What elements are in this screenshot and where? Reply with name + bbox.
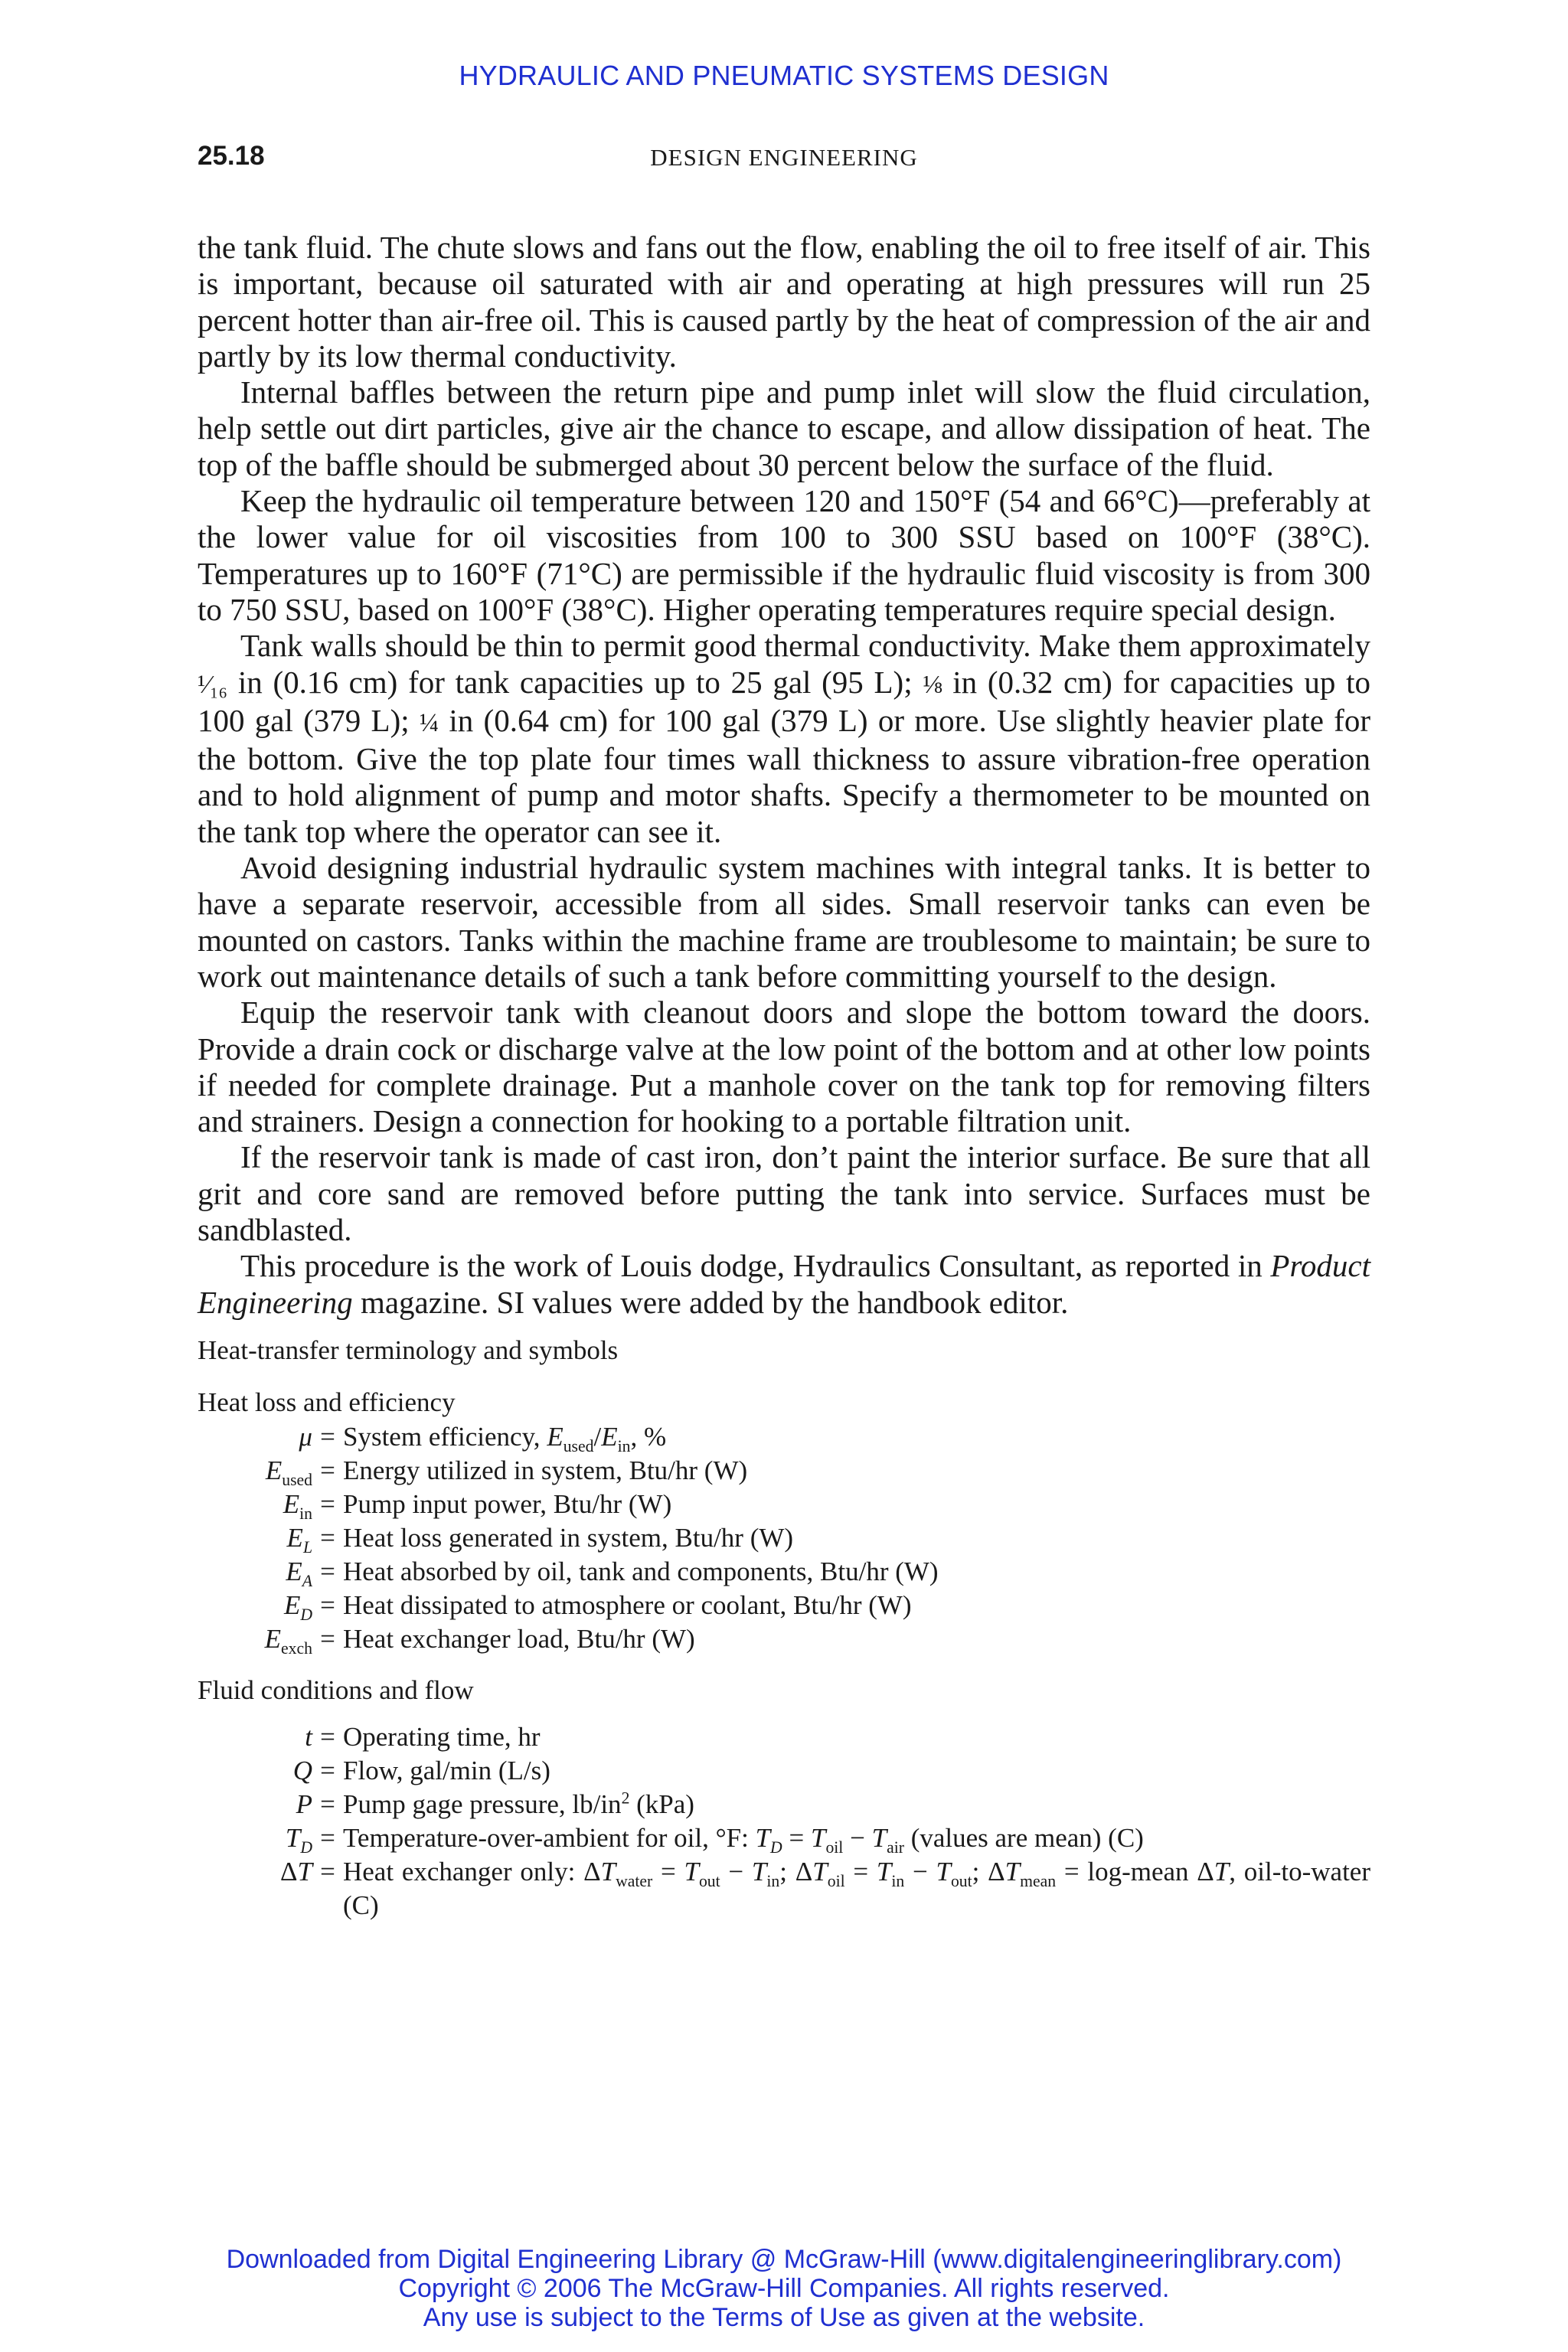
- definition: Heat dissipated to atmosphere or coolant, Btu/hr (W): [343, 1589, 912, 1620]
- symbol: ΔT: [280, 1856, 312, 1886]
- definition-row: [198, 1454, 1370, 1488]
- symbol: $E_A$: [286, 1556, 312, 1590]
- definition: Pump input power, Btu/hr (W): [343, 1488, 672, 1519]
- symbol: P: [296, 1788, 312, 1819]
- definition-row: [198, 1788, 1370, 1821]
- fluid-definitions: [198, 1720, 1370, 1922]
- symbol: t: [305, 1721, 312, 1752]
- text-run: This procedure is the work of Louis dodge, Hydraulics Consultant, as reported in: [240, 1248, 1271, 1284]
- text-run: magazine. SI values were added by the handbook editor.: [352, 1284, 1069, 1320]
- definition-row: [198, 1720, 1370, 1754]
- group-heading-heat: Heat loss and efficiency: [198, 1387, 456, 1417]
- definition-row: [198, 1555, 1370, 1589]
- definition-row: [198, 1821, 1370, 1855]
- definition-row: [198, 1754, 1370, 1788]
- definition-row: [198, 1589, 1370, 1622]
- definition-row: [198, 1420, 1370, 1454]
- symbol: Q: [292, 1755, 312, 1785]
- text-run: Tank walls should be thin to permit good thermal conductivity. Make them approximately: [240, 628, 1370, 664]
- definition-row: [198, 1622, 1370, 1656]
- text-run: in (0.32 cm) for capacities up to 100 gal (379 L);: [198, 664, 1370, 738]
- text-run: in (0.16 cm) for tank capacities up to 25 gal (95 L);: [227, 664, 923, 700]
- definition: Temperature-over-ambient for oil, °F: $T_D = T_{oil} - T_{air}$ (values are mean) (C): [343, 1822, 1144, 1857]
- symbol: $E_{in}$: [283, 1488, 312, 1523]
- definition-row: [198, 1488, 1370, 1521]
- paragraph-4: [198, 628, 1370, 850]
- download-link[interactable]: Downloaded from Digital Engineering Library @ McGraw-Hill (www.digitalengineeringlibrary.com): [226, 2245, 1342, 2274]
- equals-sign: =: [320, 1522, 335, 1553]
- symbol: μ: [299, 1421, 312, 1452]
- definition: Pump gage pressure, $lb/in^2$ (kPa): [343, 1788, 694, 1819]
- body-text: [198, 230, 1370, 1922]
- running-head: [198, 141, 1370, 179]
- equals-sign: =: [320, 1721, 335, 1752]
- symbol: $E_L$: [286, 1522, 312, 1557]
- paragraph-3: Keep the hydraulic oil temperature between 120 and 150°F (54 and 66°C)—preferably at the lower value for oil viscosities from 100 to 300 SSU based on 100°F (38°C). Temperatures up to 160°F (71°C) are permissible if the hydraulic fluid viscosity is from 300 to 750 SSU, based on 100°F (38°C). Higher operating temperatures require special design.: [198, 483, 1370, 627]
- terms-of-use-line: Any use is subject to the Terms of Use as given at the website.: [423, 2303, 1145, 2332]
- definition-row: [198, 1855, 1370, 1922]
- definition: Energy utilized in system, Btu/hr (W): [343, 1455, 748, 1485]
- book-title-banner: HYDRAULIC AND PNEUMATIC SYSTEMS DESIGN: [459, 60, 1109, 91]
- page-number: 25.18: [198, 141, 265, 171]
- definition-row: [198, 1521, 1370, 1555]
- definition: Heat absorbed by oil, tank and components, Btu/hr (W): [343, 1556, 939, 1586]
- definition: Heat exchanger load, Btu/hr (W): [343, 1623, 695, 1654]
- equals-sign: =: [320, 1488, 335, 1519]
- symbol: $E_{used}$: [265, 1455, 312, 1489]
- definition: Heat loss generated in system, Btu/hr (W): [343, 1522, 794, 1553]
- definition: System efficiency, $E_{used}/E_{in}$, %: [343, 1421, 667, 1455]
- fraction-eighth: ⅛: [923, 670, 942, 699]
- symbol: $E_{exch}$: [264, 1623, 312, 1658]
- symbol: $E_D$: [283, 1589, 312, 1624]
- group-heading-fluid: Fluid conditions and flow: [198, 1674, 474, 1705]
- paragraph-8: [198, 1248, 1370, 1321]
- symbol: $T_D$: [285, 1822, 312, 1857]
- magazine-title: Product Engineering: [198, 1248, 1370, 1320]
- equals-sign: =: [320, 1788, 335, 1819]
- fraction-quarter: ¼: [419, 708, 439, 737]
- definition: Heat exchanger only: $\Delta T_{water} = T_{out} - T_{in}$; $\Delta T_{oil} = T_{in} - T_{out}$; $\Delta T_{mean}$ = log-mean ΔT, oil-to-water (C): [343, 1856, 1370, 1920]
- text-run: in (0.64 cm) for 100 gal (379 L) or more. Use slightly heavier plate for the bottom. Give the top plate four times wall thickness to assure vibration-free operation and to hold alignment of pump and motor shafts. Specify a thermometer to be mounted on the tank top where the operator can see it.: [198, 702, 1370, 849]
- equals-sign: =: [320, 1822, 335, 1853]
- paragraph-1: the tank fluid. The chute slows and fans out the flow, enabling the oil to free itself of air. This is important, because oil saturated with air and operating at high pressures will run 25 percent hotter than air-free oil. This is caused partly by the heat of compression of the air and partly by its low thermal conductivity.: [198, 230, 1370, 374]
- fraction-sixteenth: ¹⁄₁₆: [198, 670, 228, 699]
- equals-sign: =: [320, 1589, 335, 1620]
- equals-sign: =: [320, 1455, 335, 1485]
- paragraph-2: Internal baffles between the return pipe and pump inlet will slow the fluid circulation, help settle out dirt particles, give air the chance to escape, and allow dissipation of heat. The top of the baffle should be submerged about 30 percent below the surface of the fluid.: [198, 374, 1370, 482]
- equals-sign: =: [320, 1755, 335, 1785]
- equals-sign: =: [320, 1856, 335, 1886]
- heat-definitions: [198, 1420, 1370, 1656]
- paragraph-6: Equip the reservoir tank with cleanout doors and slope the bottom toward the doors. Provide a drain cock or discharge valve at the low point of the bottom and at other low points if needed for complete drainage. Put a manhole cover on the tank top for removing filters and strainers. Design a connection for hooking to a portable filtration unit.: [198, 995, 1370, 1139]
- equals-sign: =: [320, 1623, 335, 1654]
- equals-sign: =: [320, 1556, 335, 1586]
- definition: Flow, gal/min (L/s): [343, 1755, 550, 1785]
- definition: Operating time, hr: [343, 1721, 541, 1752]
- paragraph-7: If the reservoir tank is made of cast iron, don’t paint the interior surface. Be sure that all grit and core sand are removed before putting the tank into service. Surfaces must be sandblasted.: [198, 1139, 1370, 1248]
- copyright-line: Copyright © 2006 The McGraw-Hill Companies. All rights reserved.: [398, 2274, 1170, 2303]
- section-heading: Heat-transfer terminology and symbols: [198, 1334, 619, 1365]
- copyright-footer: [0, 2245, 1568, 2332]
- equals-sign: =: [320, 1421, 335, 1452]
- paragraph-5: Avoid designing industrial hydraulic system machines with integral tanks. It is better to have a separate reservoir, accessible from all sides. Small reservoir tanks can even be mounted on castors. Tanks within the machine frame are troublesome to maintain; be sure to work out maintenance details of such a tank before committing yourself to the design.: [198, 850, 1370, 994]
- running-section-title: DESIGN ENGINEERING: [650, 144, 918, 171]
